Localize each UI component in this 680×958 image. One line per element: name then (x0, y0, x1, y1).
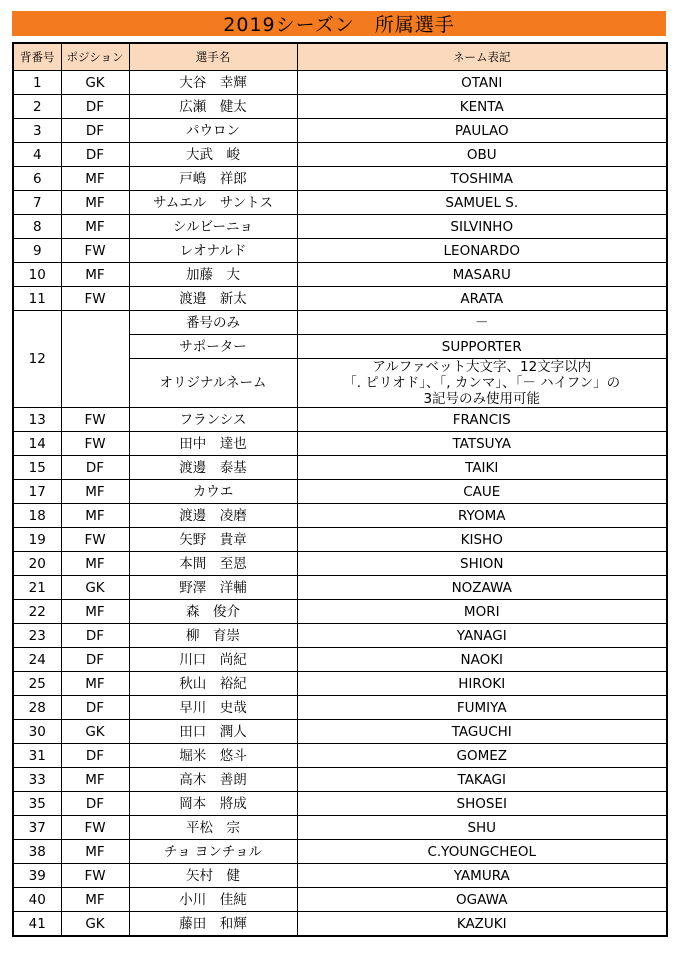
player-name-display: NAOKI (297, 648, 667, 672)
player-name-display: MASARU (297, 263, 667, 287)
player-number: 3 (13, 119, 61, 143)
player-number: 41 (13, 912, 61, 937)
player-number: 18 (13, 504, 61, 528)
rule-line: アルファベット大文字、12文字以内 (372, 359, 592, 375)
player-number: 21 (13, 576, 61, 600)
player-name-display: SHION (297, 552, 667, 576)
table-row (13, 432, 667, 456)
player-name: 加藤 大 (129, 263, 297, 287)
player-name-display: SILVINHO (297, 215, 667, 239)
player-number: 14 (13, 432, 61, 456)
player-name: 渡邉 新太 (129, 287, 297, 311)
player-number: 15 (13, 456, 61, 480)
player-name-display: HIROKI (297, 672, 667, 696)
player-name: 本間 至恩 (129, 552, 297, 576)
table-row (13, 95, 667, 119)
table-row (13, 263, 667, 287)
special-option-display: － (297, 311, 667, 335)
player-position: DF (61, 624, 129, 648)
player-name-display: OBU (297, 143, 667, 167)
player-position: MF (61, 191, 129, 215)
player-position: DF (61, 95, 129, 119)
player-name: 野澤 洋輔 (129, 576, 297, 600)
player-name-display: RYOMA (297, 504, 667, 528)
special-option-name: オリジナルネーム (129, 359, 297, 408)
player-position: MF (61, 552, 129, 576)
player-position: FW (61, 287, 129, 311)
player-position: DF (61, 744, 129, 768)
player-number: 6 (13, 167, 61, 191)
player-position: MF (61, 480, 129, 504)
player-number: 28 (13, 696, 61, 720)
player-name-display: PAULAO (297, 119, 667, 143)
player-name: 高木 善朗 (129, 768, 297, 792)
player-name: サムエル サントス (129, 191, 297, 215)
player-name: 早川 史哉 (129, 696, 297, 720)
player-name: フランシス (129, 408, 297, 432)
player-position: DF (61, 119, 129, 143)
player-number: 19 (13, 528, 61, 552)
player-name-display: OGAWA (297, 888, 667, 912)
table-row (13, 528, 667, 552)
player-position: DF (61, 696, 129, 720)
player-number: 9 (13, 239, 61, 263)
player-position: MF (61, 888, 129, 912)
player-number: 40 (13, 888, 61, 912)
player-position: DF (61, 456, 129, 480)
player-name-display: FUMIYA (297, 696, 667, 720)
player-position: MF (61, 504, 129, 528)
table-row (13, 504, 667, 528)
player-name-display: TAKAGI (297, 768, 667, 792)
roster-body (13, 71, 667, 937)
table-row (13, 239, 667, 263)
player-name: 矢村 健 (129, 864, 297, 888)
table-row (13, 768, 667, 792)
player-position: GK (61, 576, 129, 600)
table-row (13, 864, 667, 888)
player-name-display: TAGUCHI (297, 720, 667, 744)
player-number: 22 (13, 600, 61, 624)
player-number: 39 (13, 864, 61, 888)
player-name-display: LEONARDO (297, 239, 667, 263)
player-name-display: KAZUKI (297, 912, 667, 937)
player-number: 17 (13, 480, 61, 504)
table-row (13, 600, 667, 624)
table-row (13, 888, 667, 912)
player-name: 戸嶋 祥郎 (129, 167, 297, 191)
player-number: 31 (13, 744, 61, 768)
player-number: 11 (13, 287, 61, 311)
player-name-display: C.YOUNGCHEOL (297, 840, 667, 864)
table-row (13, 456, 667, 480)
player-name: 岡本 將成 (129, 792, 297, 816)
header-player-name: 選手名 (129, 43, 297, 71)
player-number: 13 (13, 408, 61, 432)
player-position: DF (61, 792, 129, 816)
header-number: 背番号 (13, 43, 61, 71)
player-number: 25 (13, 672, 61, 696)
player-name: 柳 育崇 (129, 624, 297, 648)
player-name-display: KISHO (297, 528, 667, 552)
table-row (13, 287, 667, 311)
player-name-display: KENTA (297, 95, 667, 119)
table-row (13, 71, 667, 95)
player-number: 30 (13, 720, 61, 744)
player-name-display: YAMURA (297, 864, 667, 888)
rule-line: 3記号のみ使用可能 (423, 391, 541, 407)
player-name: 田中 達也 (129, 432, 297, 456)
table-row (13, 408, 667, 432)
table-row (13, 912, 667, 937)
player-position: MF (61, 263, 129, 287)
player-position: MF (61, 840, 129, 864)
player-position: FW (61, 528, 129, 552)
player-name-display: YANAGI (297, 624, 667, 648)
table-row (13, 215, 667, 239)
table-row (13, 167, 667, 191)
player-position: MF (61, 215, 129, 239)
player-position: MF (61, 167, 129, 191)
player-number: 2 (13, 95, 61, 119)
table-row (13, 792, 667, 816)
player-position: MF (61, 600, 129, 624)
special-option-rules (297, 359, 667, 408)
player-name: レオナルド (129, 239, 297, 263)
player-name-display: FRANCIS (297, 408, 667, 432)
special-option-name: サポーター (129, 335, 297, 359)
player-name: 矢野 貴章 (129, 528, 297, 552)
player-position: FW (61, 864, 129, 888)
player-name: 大谷 幸輝 (129, 71, 297, 95)
player-name-display: TAIKI (297, 456, 667, 480)
player-position: MF (61, 768, 129, 792)
table-row (13, 672, 667, 696)
player-position: GK (61, 71, 129, 95)
player-number: 33 (13, 768, 61, 792)
player-name: 小川 佳純 (129, 888, 297, 912)
player-position: FW (61, 816, 129, 840)
header-name-display: ネーム表記 (297, 43, 667, 71)
player-position: MF (61, 672, 129, 696)
player-number: 7 (13, 191, 61, 215)
table-row (13, 552, 667, 576)
player-number: 37 (13, 816, 61, 840)
player-number: 38 (13, 840, 61, 864)
special-number: 12 (13, 311, 61, 408)
player-name: シルビーニョ (129, 215, 297, 239)
table-row (13, 191, 667, 215)
table-row (13, 696, 667, 720)
player-name: 川口 尚紀 (129, 648, 297, 672)
player-number: 8 (13, 215, 61, 239)
table-row (13, 648, 667, 672)
player-position: GK (61, 720, 129, 744)
header-position: ポジション (61, 43, 129, 71)
special-option-display: SUPPORTER (297, 335, 667, 359)
player-number: 20 (13, 552, 61, 576)
player-name: 堀米 悠斗 (129, 744, 297, 768)
table-row (13, 744, 667, 768)
player-name: 広瀬 健太 (129, 95, 297, 119)
player-name-display: ARATA (297, 287, 667, 311)
player-position: FW (61, 432, 129, 456)
player-name-display: SHU (297, 816, 667, 840)
table-row (13, 624, 667, 648)
player-name-display: TATSUYA (297, 432, 667, 456)
page-title: 2019シーズン 所属選手 (12, 11, 666, 36)
table-row-special (13, 311, 667, 335)
player-name: 秋山 裕紀 (129, 672, 297, 696)
player-position: FW (61, 408, 129, 432)
table-row (13, 480, 667, 504)
table-row (13, 816, 667, 840)
special-position (61, 311, 129, 408)
player-name: 田口 潤人 (129, 720, 297, 744)
player-number: 24 (13, 648, 61, 672)
header-row (13, 43, 667, 71)
player-name-display: SHOSEI (297, 792, 667, 816)
player-name: 平松 宗 (129, 816, 297, 840)
player-name: チョ ヨンチョル (129, 840, 297, 864)
player-name-display: MORI (297, 600, 667, 624)
player-name-display: SAMUEL S. (297, 191, 667, 215)
player-name: 森 俊介 (129, 600, 297, 624)
player-name: 渡邊 凌磨 (129, 504, 297, 528)
table-row (13, 840, 667, 864)
player-name-display: OTANI (297, 71, 667, 95)
roster-table (12, 42, 668, 937)
player-position: DF (61, 143, 129, 167)
player-position: FW (61, 239, 129, 263)
player-name: 大武 峻 (129, 143, 297, 167)
player-name-display: GOMEZ (297, 744, 667, 768)
player-position: GK (61, 912, 129, 937)
special-option-name: 番号のみ (129, 311, 297, 335)
player-number: 4 (13, 143, 61, 167)
player-number: 35 (13, 792, 61, 816)
player-name: 藤田 和輝 (129, 912, 297, 937)
player-name-display: NOZAWA (297, 576, 667, 600)
player-name: パウロン (129, 119, 297, 143)
table-row (13, 576, 667, 600)
player-name-display: CAUE (297, 480, 667, 504)
player-number: 1 (13, 71, 61, 95)
player-name: 渡邊 泰基 (129, 456, 297, 480)
rule-line: 「. ピリオド」、「, カンマ」、「－ ハイフン」の (343, 375, 621, 391)
player-position: DF (61, 648, 129, 672)
player-number: 23 (13, 624, 61, 648)
player-name: カウエ (129, 480, 297, 504)
player-number: 10 (13, 263, 61, 287)
table-row (13, 143, 667, 167)
table-row (13, 119, 667, 143)
table-row (13, 720, 667, 744)
player-name-display: TOSHIMA (297, 167, 667, 191)
